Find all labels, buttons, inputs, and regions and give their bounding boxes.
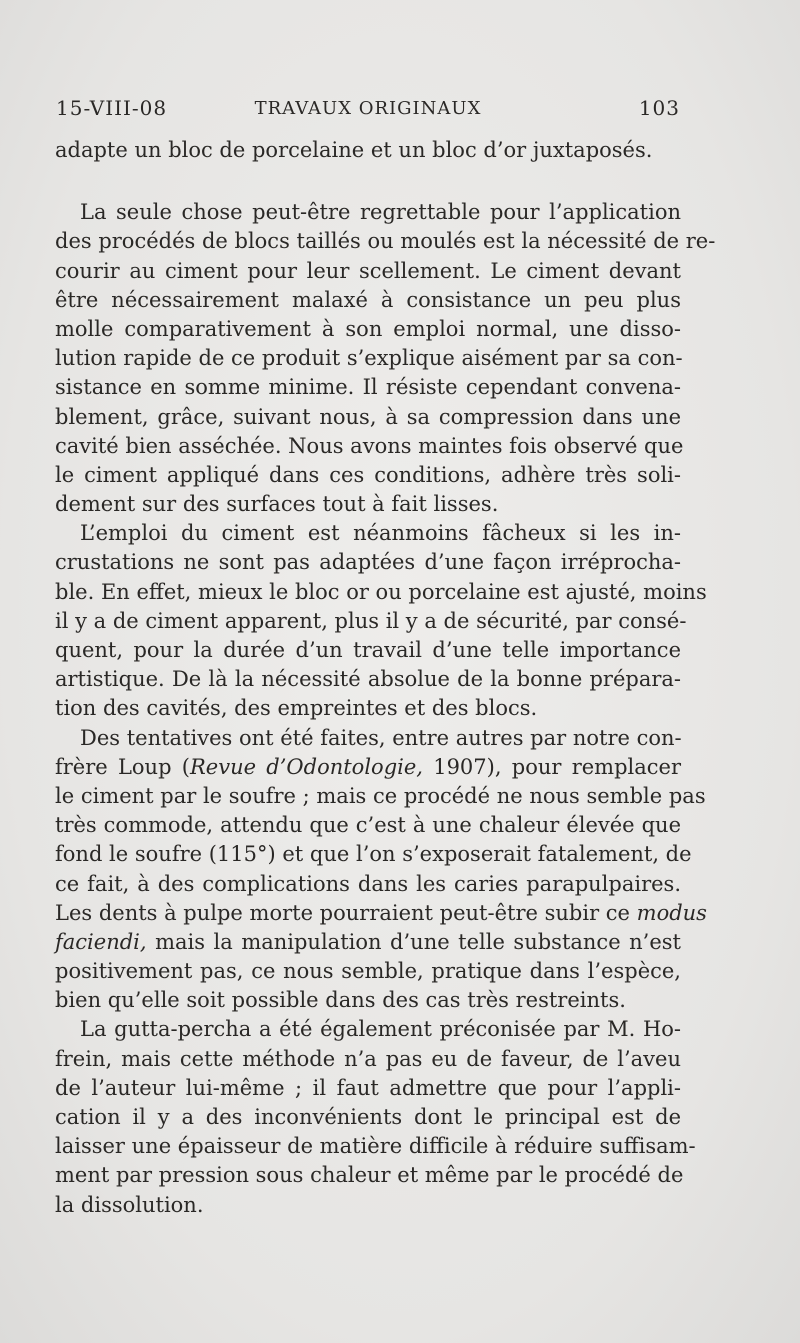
text-line: dement sur des surfaces tout à fait lisses. xyxy=(55,492,499,517)
text-fragment: mais la manipulation d’une telle substance n’est xyxy=(146,929,681,954)
header-date: 15-VIII-08 xyxy=(56,96,168,120)
text-line: artistique. De là la nécessité absolue de la bonne prépara- xyxy=(55,667,681,692)
text-line: laisser une épaisseur de matière difficile à réduire suffisam- xyxy=(55,1134,696,1159)
running-header xyxy=(56,96,680,126)
latin-term: modus xyxy=(636,900,707,925)
text-line: lution rapide de ce produit s’explique aisément par sa con- xyxy=(55,346,683,371)
text-line: des procédés de blocs taillés ou moulés est la nécessité de re- xyxy=(55,229,716,254)
text-fragment: Les dents à pulpe morte pourraient peut-être subir ce xyxy=(55,900,637,925)
text-line: La seule chose peut-être regrettable pour l’application xyxy=(80,200,681,225)
text-line: frein, mais cette méthode n’a pas eu de faveur, de l’aveu xyxy=(55,1046,681,1071)
text-line: ce fait, à des complications dans les caries parapulpaires. xyxy=(55,871,681,896)
text-line: le ciment appliqué dans ces conditions, adhère très soli- xyxy=(55,462,681,487)
text-line: bien qu’elle soit possible dans des cas très restreints. xyxy=(55,988,626,1013)
body-text xyxy=(55,136,716,1220)
text-fragment: 1907), pour remplacer xyxy=(422,754,681,779)
text-line: fond le soufre (115°) et que l’on s’exposerait fatalement, de xyxy=(55,842,692,867)
text-line: tion des cavités, des empreintes et des blocs. xyxy=(55,696,538,721)
text-line: positivement pas, ce nous semble, pratique dans l’espèce, xyxy=(55,959,681,984)
text-line: cation il y a des inconvénients dont le principal est de xyxy=(55,1105,681,1129)
text-line: il y a de ciment apparent, plus il y a de sécurité, par consé- xyxy=(55,608,687,633)
text-line: ment par pression sous chaleur et même par le procédé de xyxy=(55,1163,684,1188)
text-line: crustations ne sont pas adaptées d’une façon irréprocha- xyxy=(55,550,681,575)
text-line: sistance en somme minime. Il résiste cependant convena- xyxy=(55,375,681,400)
text-line: très commode, attendu que c’est à une chaleur élevée que xyxy=(55,813,681,838)
text-line: Des tentatives ont été faites, entre autres par notre con- xyxy=(80,725,682,750)
journal-title: Revue d’Odontologie, xyxy=(189,754,423,779)
latin-term: faciendi, xyxy=(55,929,147,954)
text-line: courir au ciment pour leur scellement. Le ciment devant xyxy=(55,258,681,283)
text-line: ble. En effet, mieux le bloc or ou porcelaine est ajusté, moins xyxy=(55,579,707,604)
text-fragment: frère Loup ( xyxy=(55,754,190,779)
text-line: L’emploi du ciment est néanmoins fâcheux si les in- xyxy=(80,521,681,546)
text-line: adapte un bloc de porcelaine et un bloc d’or juxtaposés. xyxy=(55,138,653,162)
text-line: La gutta-percha a été également préconisée par M. Ho- xyxy=(80,1017,681,1042)
text-line-with-latin xyxy=(55,899,707,928)
page-number: 103 xyxy=(638,96,680,120)
text-line-with-latin xyxy=(55,928,681,957)
text-line: molle comparativement à son emploi normal, une disso- xyxy=(55,316,681,341)
header-section-title: TRAVAUX ORIGINAUX xyxy=(254,98,482,119)
text-line: de l’auteur lui-même ; il faut admettre que pour l’appli- xyxy=(55,1075,681,1100)
text-line: cavité bien asséchée. Nous avons maintes fois observé que xyxy=(55,433,684,458)
text-line: être nécessairement malaxé à consistance un peu plus xyxy=(55,287,681,312)
text-line-with-citation xyxy=(55,753,681,782)
text-line: le ciment par le soufre ; mais ce procédé ne nous semble pas xyxy=(55,783,706,808)
text-line: la dissolution. xyxy=(55,1192,204,1217)
text-line: blement, grâce, suivant nous, à sa compression dans une xyxy=(55,404,681,429)
text-line: quent, pour la durée d’un travail d’une telle importance xyxy=(55,638,681,662)
paragraph-gap xyxy=(55,165,681,198)
